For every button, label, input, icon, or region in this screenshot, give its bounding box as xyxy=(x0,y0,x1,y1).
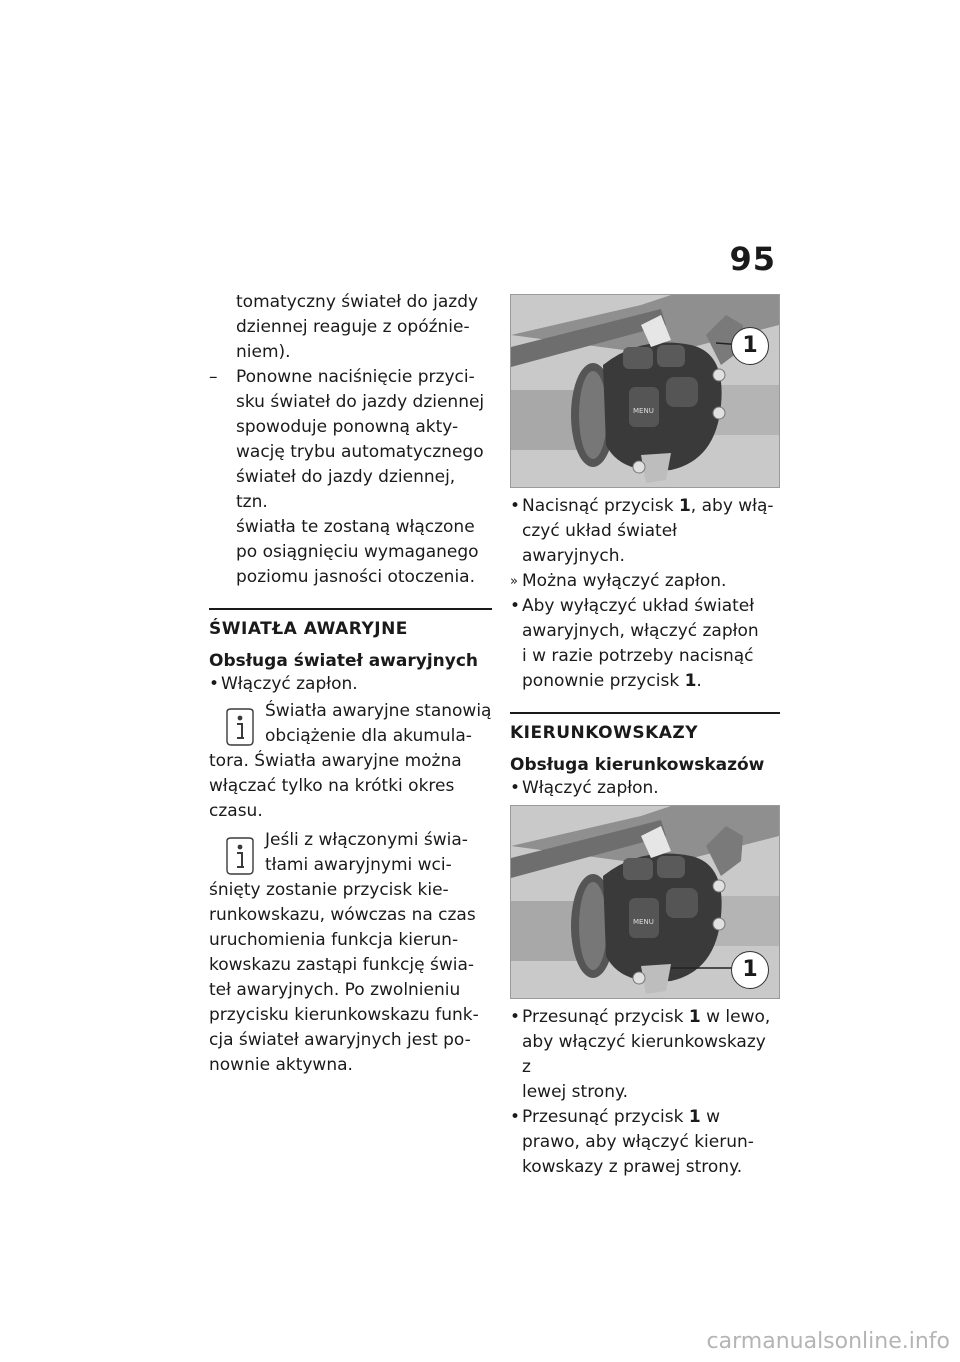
list-item: • Włączyć zapłon. xyxy=(510,776,780,801)
subheading-turn-signals: Obsługa kierunkowskazów xyxy=(510,755,765,775)
section-title-turn-signals: KIERUNKOWSKAZY xyxy=(510,712,780,744)
instructions-turn xyxy=(510,1005,780,1180)
switch-cluster-image xyxy=(511,295,779,487)
callout-1: 1 xyxy=(731,327,769,365)
list-item: • Włączyć zapłon. xyxy=(209,672,492,697)
info-note-battery: Światła awaryjne stanowią obciążenie dla akumula- tora. Światła awaryjne można włączać tylko na krótki okres czasu. xyxy=(209,701,492,821)
bullet-dot-icon: • xyxy=(510,1007,521,1027)
bullet-dot-icon: • xyxy=(510,496,521,516)
info-icon xyxy=(223,836,257,876)
dash-list-item: – Ponowne naciśnięcie przyci- sku świateł do jazdy dziennej spowoduje ponowną akty- wację trybu automatycznego świateł do jazdy dziennej, tzn. światła te zostaną włączone po osiągnięciu wymaganego poziomu jasności otoczenia. xyxy=(209,367,485,587)
callout-1: 1 xyxy=(731,951,769,989)
left-column xyxy=(209,290,492,1078)
right-column xyxy=(510,294,780,1180)
page-number: 95 xyxy=(729,240,776,278)
section-title-hazard: ŚWIATŁA AWARYJNE xyxy=(209,608,492,640)
menu-label: MENU xyxy=(633,407,654,415)
photo-handlebar-switch-turn xyxy=(510,805,780,999)
result-item: » Można wyłączyć zapłon. xyxy=(510,569,780,594)
info-note-turn-priority: Jeśli z włączonymi świa- tłami awaryjnymi wci- śnięty zostanie przycisk kie- runkowskazu, wówczas na czas uruchomienia funkcja kierun- kowskazu zastąpi funkcję świa- teł awaryjnych. Po zwolnieniu przycisku kierunkowskazu funk- cja świateł awaryjnych jest po- nownie aktywna. xyxy=(209,830,479,1075)
dash-marker: – xyxy=(209,367,218,387)
instructions-hazard xyxy=(510,494,780,694)
subheading-hazard: Obsługa świateł awaryjnych xyxy=(209,651,479,671)
bullet-dot-icon: • xyxy=(510,1107,521,1127)
intro-text: tomatyczny świateł do jazdy dziennej reaguje z opóźnie- niem). xyxy=(236,292,479,362)
bullet-dot-icon: • xyxy=(510,778,521,798)
result-marker: » xyxy=(510,574,518,589)
list-item: • Przesunąć przycisk 1 w prawo, aby włączyć kierun- kowskazy z prawej strony. xyxy=(510,1107,754,1177)
menu-label: MENU xyxy=(633,918,654,926)
list-item: • Aby wyłączyć układ świateł awaryjnych, włączyć zapłon i w razie potrzeby nacisnąć ponownie przycisk 1. xyxy=(510,596,759,691)
bullet-dot-icon: • xyxy=(209,674,220,694)
bullet-dot-icon: • xyxy=(510,596,521,616)
info-icon xyxy=(223,707,257,747)
list-item: • Przesunąć przycisk 1 w lewo, aby włączyć kierunkowskazy z lewej strony. xyxy=(510,1007,771,1102)
watermark: carmanualsonline.info xyxy=(706,1329,950,1354)
photo-handlebar-switch-hazard xyxy=(510,294,780,488)
list-item: • Nacisnąć przycisk 1, aby włą- czyć układ świateł awaryjnych. xyxy=(510,496,774,566)
